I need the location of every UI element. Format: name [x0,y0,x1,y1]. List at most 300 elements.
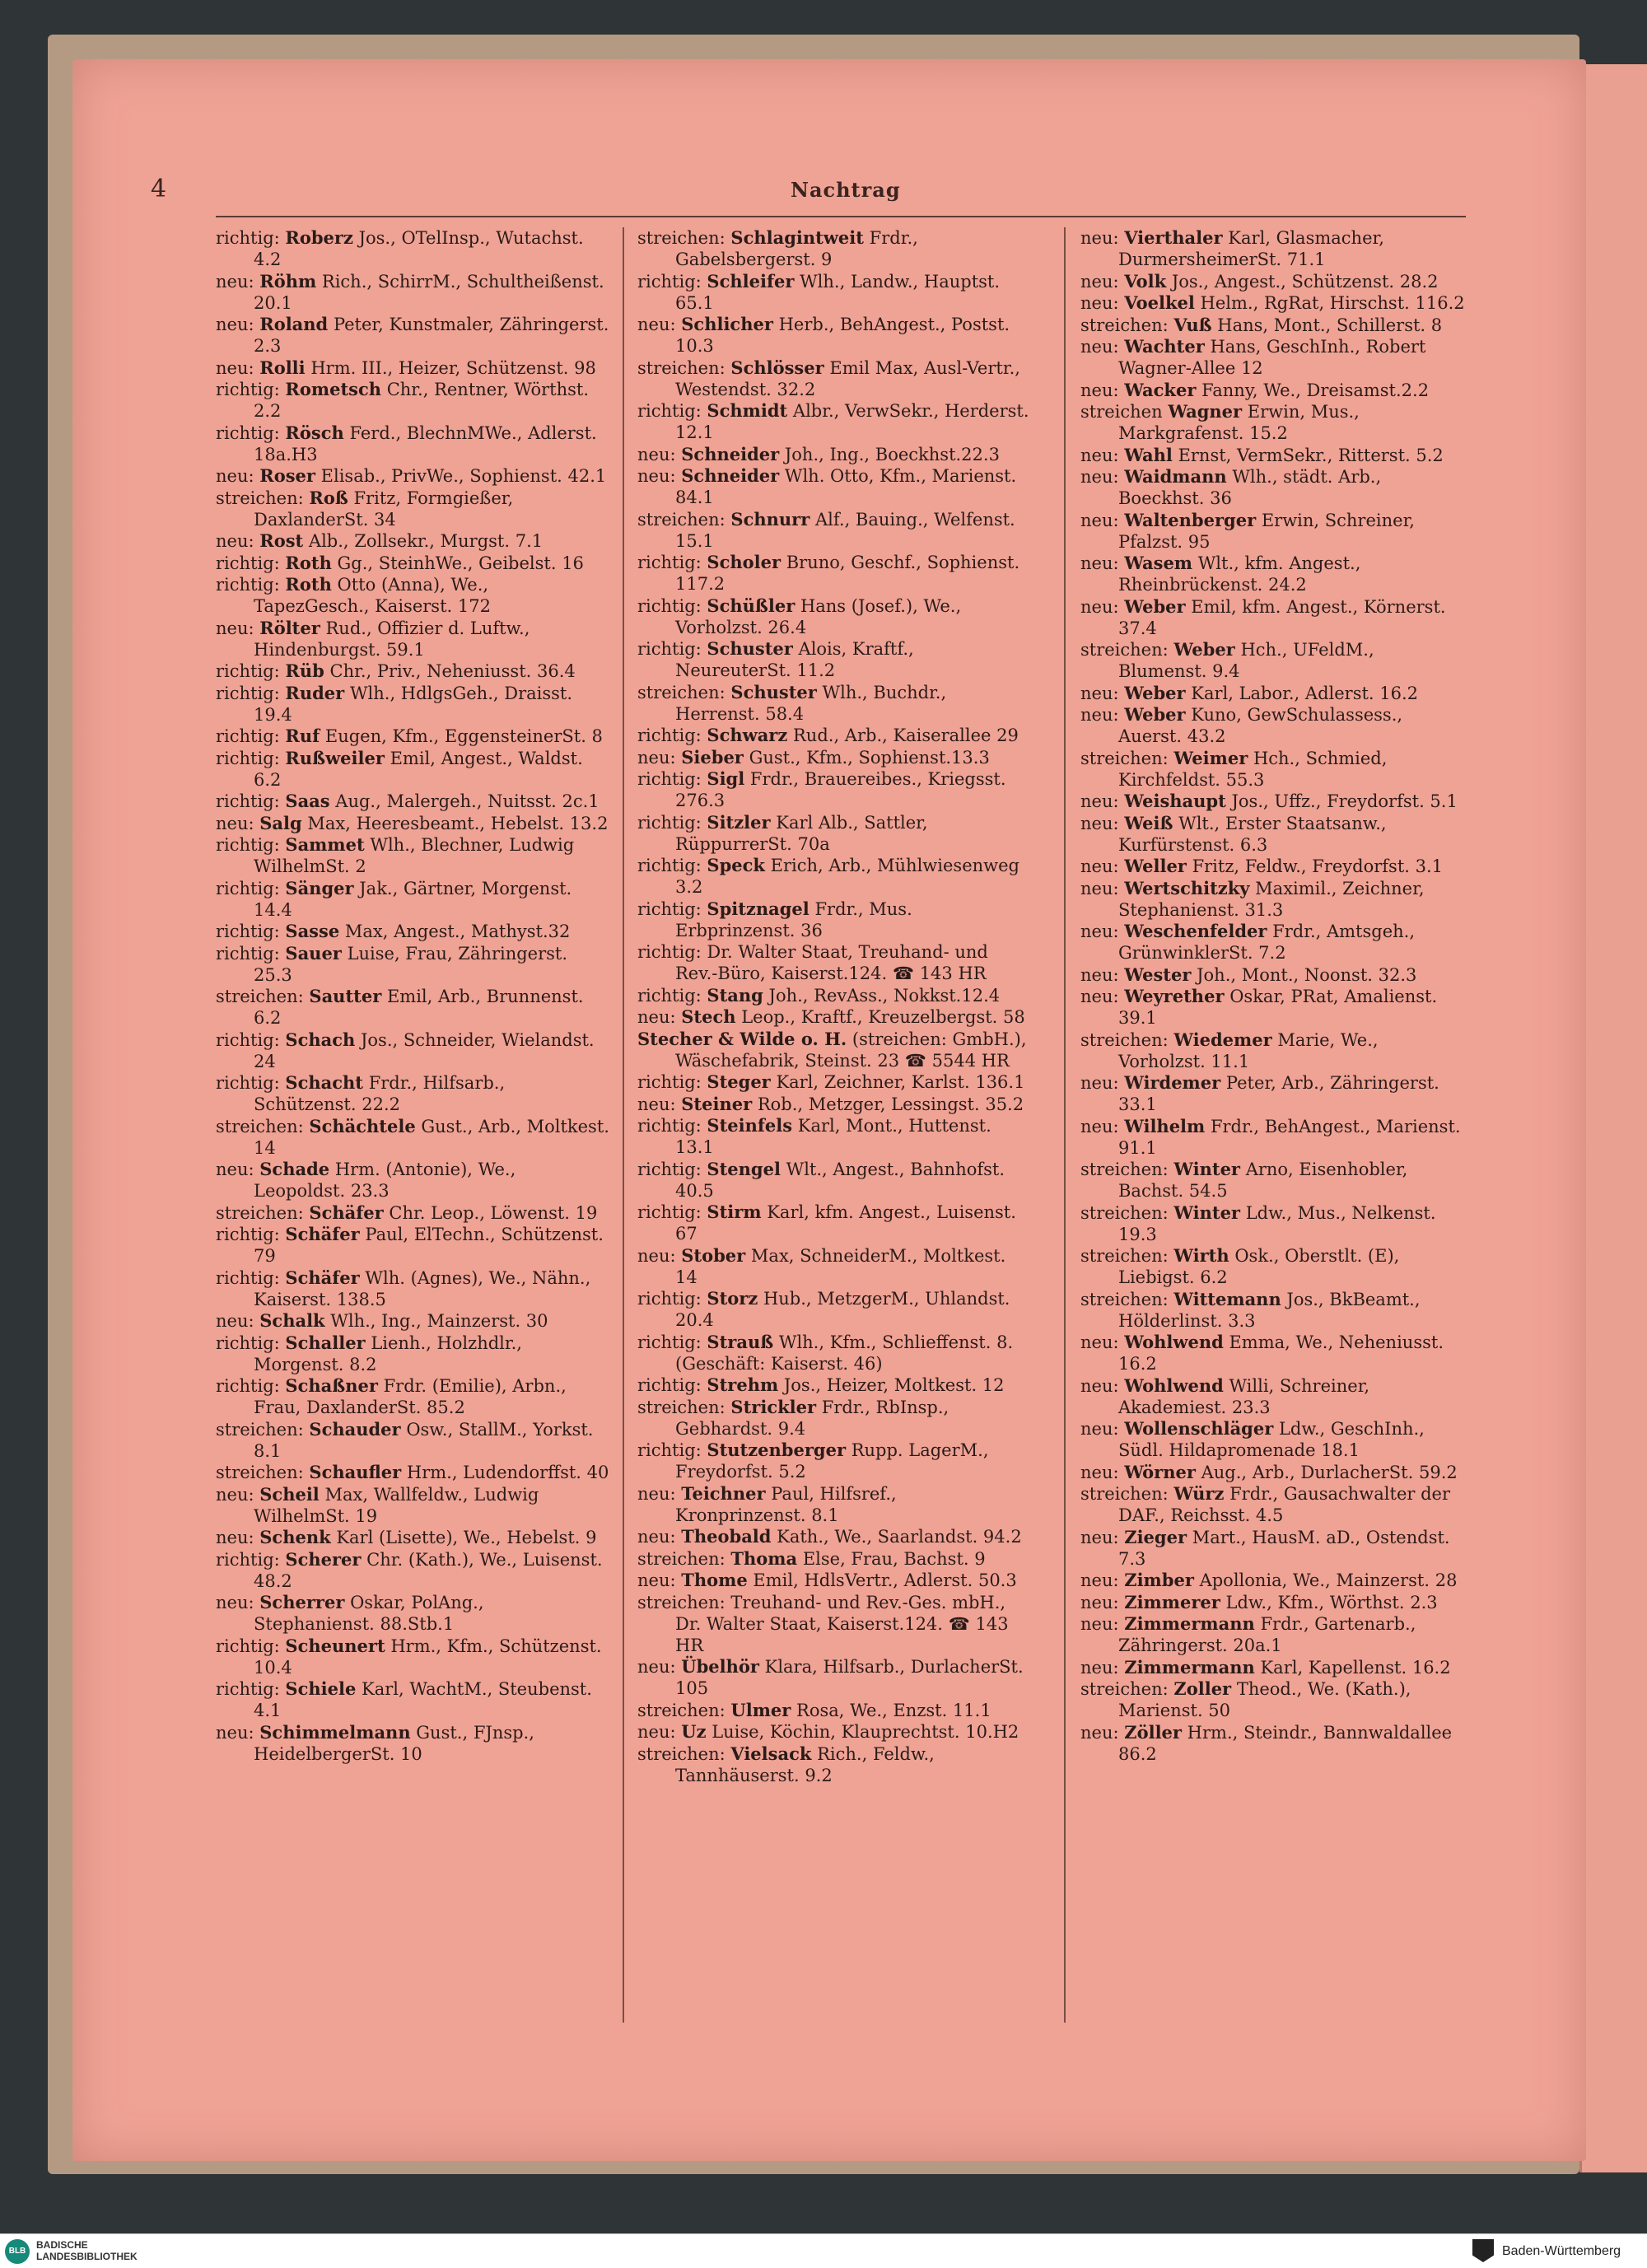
entry-name: Theobald [681,1526,772,1547]
entry-name: Schaller [285,1332,366,1353]
entry-action: richtig: [216,1376,280,1396]
entry-name: Schlösser [730,357,824,378]
entry-action: neu: [637,466,676,486]
directory-entry [216,1419,609,1462]
entry-action: neu: [637,444,676,464]
directory-entry [1080,856,1466,877]
directory-entry [216,1072,609,1115]
directory-entry [216,553,609,574]
directory-entry [1080,292,1466,314]
entry-action: richtig: [216,1073,280,1093]
entry-action: streichen: [216,1202,304,1223]
entry-action: richtig: [637,942,702,962]
entry-details: Rud., Offizier d. Luftw., Hindenburgst. 59.1 [254,618,530,660]
entry-action: richtig: [216,228,280,248]
entry-action: streichen: [216,987,304,1006]
entry-details: Jos., OTelInsp., Wutachst. 4.2 [254,228,584,269]
directory-entry [216,379,609,422]
entry-name: Schüßler [707,595,796,616]
directory-entry [1080,986,1466,1029]
entry-details: Lienh., Holzhdlr., Morgenst. 8.2 [254,1332,522,1374]
entry-name: Waltenberger [1124,509,1257,530]
entry-action: neu: [1080,964,1119,985]
entry-action: richtig: [216,791,280,811]
entry-name: Schnurr [730,508,810,530]
entry-name: Rösch [285,422,344,443]
directory-entry [216,1549,609,1592]
directory-entry [216,943,609,986]
entry-details: Hans, GeschInh., Robert Wagner-Allee 12 [1118,337,1426,378]
entry-action: richtig: [637,1332,702,1352]
entry-name: Scherrer [259,1592,345,1612]
entry-details: Kath., We., Saarlandst. 94.2 [777,1527,1022,1547]
entry-action: richtig: [216,748,280,768]
entry-action: richtig: [216,553,280,573]
entry-details: Wlh., Kfm., Schlieffenst. 8. (Geschäft: Kaiserst. 46) [675,1332,1014,1374]
entry-action: neu: [1080,1375,1119,1396]
entry-details: Erich, Arb., Mühlwiesenweg 3.2 [675,856,1019,897]
directory-entry [216,1310,609,1332]
directory-entry [637,1029,1029,1071]
entry-name: Ruf [285,726,320,746]
entry-name: Schlicher [681,314,773,334]
entry-action: richtig: [216,1267,280,1288]
entry-details: Jos., BkBeamt., Hölderlinst. 3.3 [1118,1289,1421,1331]
library-name [36,2239,138,2262]
directory-entry [1080,639,1466,682]
entry-action: neu: [637,1094,676,1114]
entry-action: neu: [216,531,254,551]
directory-entry [637,1374,1029,1396]
entry-details: Luise, Frau, Zähringerst. 25.3 [254,943,568,985]
entry-details: Frdr., Brauereibes., Kriegsst. 276.3 [675,769,1006,810]
entry-name: Wörner [1124,1461,1196,1482]
directory-entry [1080,964,1466,986]
entry-name: Weber [1173,639,1235,660]
entry-name: Strauß [707,1331,774,1352]
entry-details: (streichen: GmbH.), Wäschefabrik, Steinst. 23 ☎ 5544 HR [675,1029,1027,1071]
entry-name: Vierthaler [1124,227,1223,248]
entry-action: neu: [637,315,676,334]
coat-of-arms-icon [1472,2239,1494,2262]
entry-details: Jos., Heizer, Moltkest. 12 [783,1375,1005,1395]
entry-details: Jos., Uffz., Freydorfst. 5.1 [1231,791,1458,811]
entry-action: neu: [216,1484,254,1505]
entry-details: Emil, Arb., Brunnenst. 6.2 [254,987,584,1028]
entry-name: Schade [259,1159,330,1179]
entry-name: Zimmerer [1124,1591,1220,1612]
directory-entry [637,1548,1029,1570]
directory-entry [637,1592,1029,1656]
entry-action: streichen: [637,1743,726,1764]
directory-entry [216,1592,609,1635]
entry-details: Wlt., Erster Staatsanw., Kurfürstenst. 6.3 [1118,813,1387,855]
entry-action: richtig: [216,380,280,399]
entry-details: Wlh., Buchdr., Herrenst. 58.4 [675,682,947,724]
entry-details: Fritz, Feldw., Freydorfst. 3.1 [1192,856,1444,876]
entry-name: Strehm [707,1374,779,1395]
entry-name: Wester [1124,964,1192,985]
entry-action: richtig: [637,1159,702,1179]
entry-action: streichen: [637,1397,726,1417]
directory-entry [216,1484,609,1527]
entry-details: Ferd., BlechnMWe., Adlerst. 18a.H3 [254,422,597,464]
entry-details: Wlh., HdlgsGeh., Draisst. 19.4 [254,683,573,725]
entry-details: Wlt., Angest., Bahnhofst. 40.5 [675,1159,1005,1201]
entry-details: Max, Wallfeldw., Ludwig WilhelmSt. 19 [254,1484,539,1526]
entry-details: Bruno, Geschf., Sophienst. 117.2 [675,553,1020,594]
entry-action: streichen: [637,228,726,248]
directory-entry [216,726,609,747]
entry-details: Frdr., Gausachwalter der DAF., Reichsst. 4.5 [1118,1484,1451,1525]
blb-logo-icon: BLB [5,2239,30,2264]
entry-details: Rosa, We., Enzst. 11.1 [796,1700,991,1720]
entry-action: neu: [216,315,254,334]
entry-details: Wlh. (Agnes), We., Nähn., Kaiserst. 138.5 [254,1267,591,1309]
entry-action: richtig: [637,595,702,616]
entry-action: neu: [637,1570,676,1590]
entry-details: Paul, ElTechn., Schützenst. 79 [254,1225,604,1266]
entry-name: Wilhelm [1124,1115,1206,1136]
entry-action: richtig: [637,1072,702,1092]
directory-entry [216,1116,609,1159]
directory-entry [216,748,609,791]
entry-name: Wiedemer [1173,1029,1272,1050]
entry-name: Schuster [730,681,817,702]
entry-action: neu: [1080,1570,1119,1590]
entry-action: richtig: [637,856,702,875]
directory-entry [216,1375,609,1418]
entry-action: neu: [1080,878,1119,898]
entry-name: Rölter [259,617,320,638]
directory-entry [1080,445,1466,466]
entry-details: Joh., RevAss., Nokkst.12.4 [768,985,1001,1006]
directory-entry [1080,813,1466,856]
entry-details: Emma, We., Neheniusst. 16.2 [1118,1332,1444,1374]
entry-details: Emil, Angest., Waldst. 6.2 [254,748,583,790]
entry-details: Frdr., BehAngest., Marienst. 91.1 [1118,1116,1461,1158]
directory-entry [216,422,609,465]
entry-details: Ldw., GeschInh., Südl. Hildapromenade 18.1 [1118,1419,1425,1460]
entry-name: Stecher & Wilde o. H. [637,1028,847,1049]
entry-action: neu: [1080,380,1119,400]
column-divider-1 [623,227,624,2023]
directory-entry [216,1462,609,1483]
entry-action: streichen: [637,357,726,378]
entry-details: Theod., We. (Kath.), Marienst. 50 [1118,1679,1411,1720]
entry-name: Schaufler [309,1462,402,1482]
directory-entry [1080,683,1466,704]
directory-entry [637,1332,1029,1374]
directory-entry [1080,227,1466,270]
directory-entry [1080,1072,1466,1115]
entry-name: Schmidt [707,400,788,421]
entry-details: Helm., RgRat, Hirschst. 116.2 [1200,293,1465,313]
entry-action: neu: [637,747,676,768]
directory-entry [216,791,609,812]
directory-entry [1080,878,1466,921]
entry-action: neu: [1080,1332,1119,1352]
entry-action: neu: [1080,445,1119,465]
entry-action: richtig: [216,878,280,898]
directory-entry [637,1245,1029,1288]
entry-details: Albr., VerwSekr., Herderst. 12.1 [675,401,1029,442]
entry-action: neu: [637,1722,676,1742]
entry-details: Alf., Bauing., Welfenst. 15.1 [675,509,1015,551]
entry-action: neu: [637,1245,676,1266]
directory-entry [216,1332,609,1375]
entry-name: Schlagintweit [730,227,864,248]
directory-entry [216,683,609,726]
directory-entry [637,941,1029,984]
entry-details: Hub., MetzgerM., Uhlandst. 20.4 [675,1289,1010,1330]
entry-name: Storz [707,1288,758,1309]
entry-action: streichen: [1080,748,1169,768]
entry-details: Oskar, PRat, Amalienst. 39.1 [1118,987,1438,1028]
column-2 [637,227,1029,2039]
entry-action: richtig: [216,1029,280,1050]
entry-name: Zimmermann [1124,1613,1255,1634]
entry-name: Rüb [285,660,324,681]
entry-details: Gust., Kfm., Sophienst.13.3 [749,747,990,768]
directory-entry [637,465,1029,508]
entry-action: neu: [1080,1527,1119,1547]
entry-details: Wlt., kfm. Angest., Rheinbrückenst. 24.2 [1118,553,1361,595]
directory-entry [637,1115,1029,1158]
entry-action: neu: [1080,510,1119,530]
directory-entry [637,1159,1029,1202]
entry-name: Zieger [1124,1526,1187,1547]
entry-action: neu: [1080,337,1119,357]
entry-action: neu: [1080,791,1119,811]
entry-action: neu: [1080,1592,1119,1612]
entry-action: neu: [1080,1419,1119,1439]
entry-name: Speck [707,855,765,875]
entry-name: Waidmann [1124,466,1227,487]
directory-entry [637,725,1029,746]
directory-entry [1080,380,1466,401]
directory-entry [637,271,1029,314]
directory-entry [216,227,609,270]
entry-action: richtig: [637,1375,702,1395]
entry-action: neu: [1080,683,1119,703]
entry-name: Strickler [730,1396,817,1417]
entry-action: neu: [1080,1614,1119,1634]
entry-details: Chr., Rentner, Wörthst. 2.2 [254,380,590,421]
entry-details: Rob., Metzger, Lessingst. 35.2 [757,1094,1024,1114]
entry-action: neu: [216,1528,254,1547]
entry-name: Rußweiler [285,747,385,768]
entry-name: Schauder [309,1418,401,1440]
entry-name: Stirm [707,1202,762,1222]
directory-entry [1080,1678,1466,1721]
directory-entry [637,1743,1029,1786]
entry-action: neu: [637,1007,676,1027]
entry-name: Roth [285,574,332,595]
entry-details: Frdr., Amtsgeh., GrünwinklerSt. 7.2 [1118,922,1416,963]
entry-name: Saas [285,791,330,811]
entry-name: Weimer [1173,747,1248,768]
directory-entry [1080,1245,1466,1288]
entry-action: richtig: [637,1289,702,1309]
entry-details: Wlh., Landw., Hauptst. 65.1 [675,271,1001,313]
entry-name: Teichner [681,1482,766,1504]
entry-action: neu: [1080,705,1119,725]
entry-action: streichen: [637,1700,726,1720]
directory-entry [216,314,609,357]
entry-name: Rolli [259,357,306,378]
entry-details: Erwin, Mus., Markgrafenst. 15.2 [1118,402,1360,443]
directory-entry [637,1094,1029,1115]
entry-details: Karl, Zeichner, Karlst. 136.1 [776,1072,1025,1092]
directory-entry [637,1526,1029,1547]
entry-details: Kuno, GewSchulassess., Auerst. 43.2 [1118,705,1403,746]
entry-details: Dr. Walter Staat, Treuhand- und Rev.-Büro, Kaiserst.124. ☎ 143 HR [675,942,988,983]
entry-name: Wohlwend [1124,1374,1224,1396]
directory-entry [216,1527,609,1548]
entry-details: Jos., Schneider, Wielandst. 24 [254,1029,595,1071]
entry-name: Roland [259,314,329,334]
entry-name: Schäfer [285,1267,360,1288]
entry-action: streichen: [216,1116,304,1136]
entry-action: neu: [1080,1722,1119,1743]
entry-details: Frdr., Mus. Erbprinzenst. 36 [675,898,912,940]
entry-action: streichen: [1080,1160,1169,1179]
entry-action: neu: [216,1311,254,1331]
entry-action: neu: [1080,1657,1119,1678]
entry-action: richtig: [637,401,702,421]
entry-name: Wasem [1124,553,1193,573]
directory-entry [216,1267,609,1310]
entry-name: Zimber [1124,1570,1194,1590]
entry-details: Wlh., Ing., Mainzerst. 30 [330,1311,548,1331]
entry-details: Paul, Hilfsref., Kronprinzenst. 8.1 [675,1483,897,1525]
directory-entry [637,227,1029,270]
directory-entry [1080,466,1466,509]
entry-action: richtig: [637,1116,702,1136]
directory-entry [216,813,609,834]
entry-name: Schenk [259,1527,331,1547]
entry-name: Stutzenberger [707,1440,847,1460]
directory-entry [1080,1570,1466,1591]
directory-entry [1080,1029,1466,1072]
entry-details: Hrm., Kfm., Schützenst. 10.4 [254,1636,602,1678]
entry-details: Chr., Priv., Neheniusst. 36.4 [329,661,576,681]
entry-action: richtig: [637,553,702,572]
entry-action: richtig: [216,1679,280,1699]
entry-action: neu: [1080,856,1119,876]
directory-entry [637,509,1029,552]
directory-entry [1080,401,1466,444]
directory-entry [637,552,1029,595]
entry-details: Alois, Kraftf., NeureuterSt. 11.2 [675,639,914,680]
directory-entry [1080,1527,1466,1570]
entry-name: Ruder [285,682,345,703]
entry-details: Hrm., Steindr., Bannwaldallee 86.2 [1118,1722,1453,1764]
directory-entry [216,1678,609,1721]
entry-details: Gg., SteinhWe., Geibelst. 16 [337,553,584,573]
column-1 [216,227,609,2039]
entry-action: richtig: [637,985,702,1006]
directory-entry [637,595,1029,638]
entry-action: neu: [1080,1462,1119,1482]
entry-details: Joh., Mont., Noonst. 32.3 [1197,964,1417,985]
entry-action: streichen: [637,1592,726,1612]
entry-action: neu: [1080,922,1119,941]
directory-entry [1080,1722,1466,1765]
entry-details: Hans, Mont., Schillerst. 8 [1217,315,1443,335]
entry-name: Sauer [285,942,342,964]
entry-name: Sasse [285,921,340,941]
directory-entry [637,1440,1029,1482]
entry-name: Schacht [285,1072,363,1093]
directory-entry [1080,271,1466,292]
directory-entry [1080,921,1466,964]
entry-name: Scholer [707,552,782,572]
entry-name: Roberz [285,227,353,248]
entry-name: Zimmermann [1124,1656,1255,1678]
entry-details: Rich., Feldw., Tannhäuserst. 9.2 [675,1743,935,1785]
entry-details: Klara, Hilfsarb., DurlacherSt. 105 [675,1657,1024,1698]
entry-details: Karl, kfm. Angest., Luisenst. 67 [675,1202,1016,1244]
directory-entry [216,1722,609,1765]
entry-name: Schalk [259,1310,325,1331]
entry-action: richtig: [216,1225,280,1244]
entry-details: Karl, WachtM., Steubenst. 4.1 [254,1679,592,1720]
directory-entry [1080,336,1466,379]
state-name: Baden-Württemberg [1502,2244,1621,2258]
entry-action: neu: [1080,467,1119,487]
entry-name: Wachter [1124,336,1205,357]
entry-name: Winter [1173,1202,1240,1223]
directory-entry [1080,596,1466,639]
entry-action: neu: [1080,228,1119,248]
directory-entry [1080,315,1466,336]
entry-name: Volk [1124,270,1167,292]
entry-action: neu: [216,1593,254,1612]
entry-name: Würz [1173,1483,1225,1504]
column-3 [1080,227,1466,2039]
directory-entry [637,1071,1029,1093]
entry-action: streichen: [1080,1246,1169,1266]
directory-entry [1080,1116,1466,1159]
entry-details: Frdr., RbInsp., Gebhardst. 9.4 [675,1397,949,1439]
entry-name: Wollenschläger [1124,1418,1274,1439]
entry-details: Karl, Labor., Adlerst. 16.2 [1191,683,1419,703]
entry-details: Otto (Anna), We., TapezGesch., Kaiserst. 172 [254,575,491,616]
entry-name: Uz [681,1721,707,1742]
directory-entry [216,834,609,877]
entry-details: Arno, Eisenhobler, Bachst. 54.5 [1118,1160,1408,1201]
directory-entry [216,530,609,552]
entry-details: Emil, HdlsVertr., Adlerst. 50.3 [753,1570,1017,1590]
entry-name: Schaßner [285,1375,378,1396]
entry-action: richtig: [637,1440,702,1460]
entry-details: Wlh., Blechner, Ludwig WilhelmSt. 2 [254,835,575,876]
directory-entry [637,747,1029,768]
directory-entry [1080,1418,1466,1461]
entry-name: Weschenfelder [1124,921,1267,941]
library-name-line1: BADISCHE [36,2239,88,2251]
directory-entry [1080,704,1466,747]
entry-name: Roser [259,465,315,486]
entry-details: Wlh., städt. Arb., Boeckhst. 36 [1118,467,1382,508]
entry-name: Roß [309,487,348,508]
entry-name: Wahl [1124,444,1173,465]
entry-action: richtig: [216,422,280,443]
directory-entry [1080,1592,1466,1613]
entry-action: neu: [637,1483,676,1504]
